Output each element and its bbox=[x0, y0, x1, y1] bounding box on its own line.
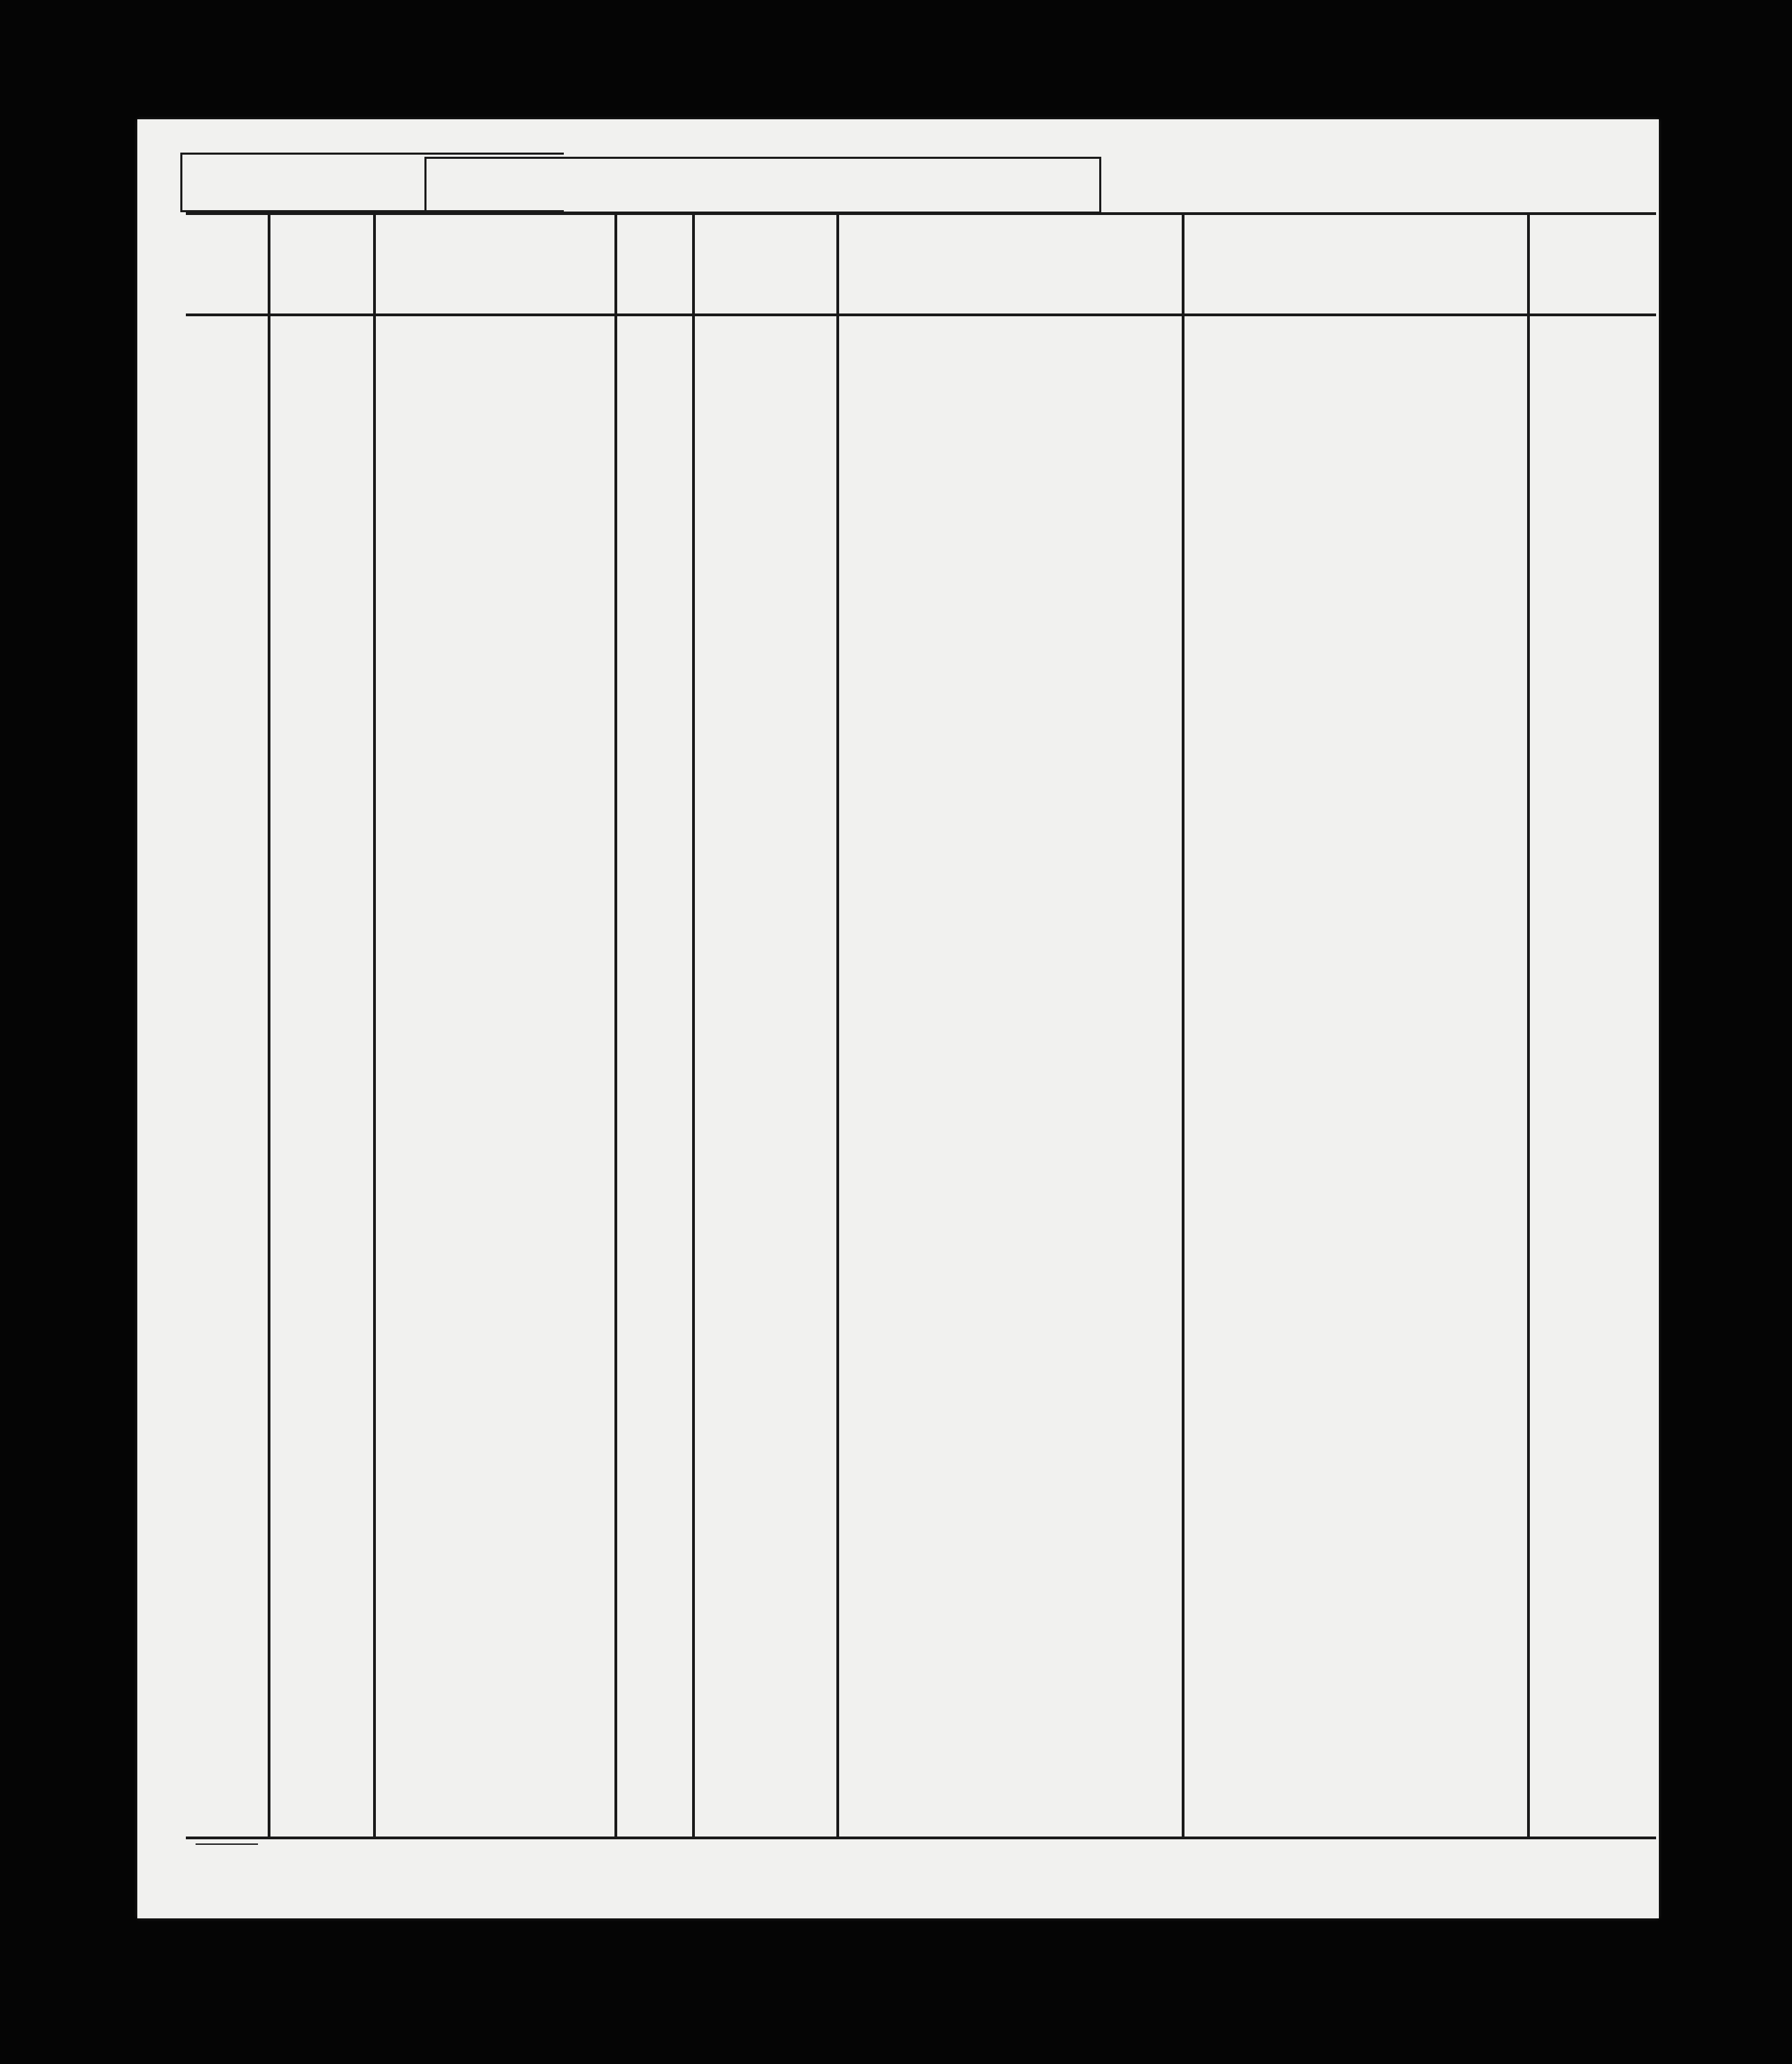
form-number bbox=[196, 1843, 258, 1845]
name-of-ship-box bbox=[424, 157, 1101, 214]
column-divider-6 bbox=[1182, 212, 1184, 1838]
register-page bbox=[137, 119, 1659, 1918]
column-divider-4 bbox=[692, 212, 695, 1838]
header-bottom-rule bbox=[186, 313, 1656, 316]
header-top-rule bbox=[186, 212, 1656, 215]
column-divider-7 bbox=[1527, 212, 1530, 1838]
column-divider-3 bbox=[614, 212, 617, 1838]
column-divider-2 bbox=[373, 212, 376, 1838]
column-divider-1 bbox=[268, 212, 270, 1838]
table-bottom-rule bbox=[186, 1837, 1656, 1839]
form-code bbox=[196, 1843, 258, 1845]
column-divider-5 bbox=[836, 212, 839, 1838]
